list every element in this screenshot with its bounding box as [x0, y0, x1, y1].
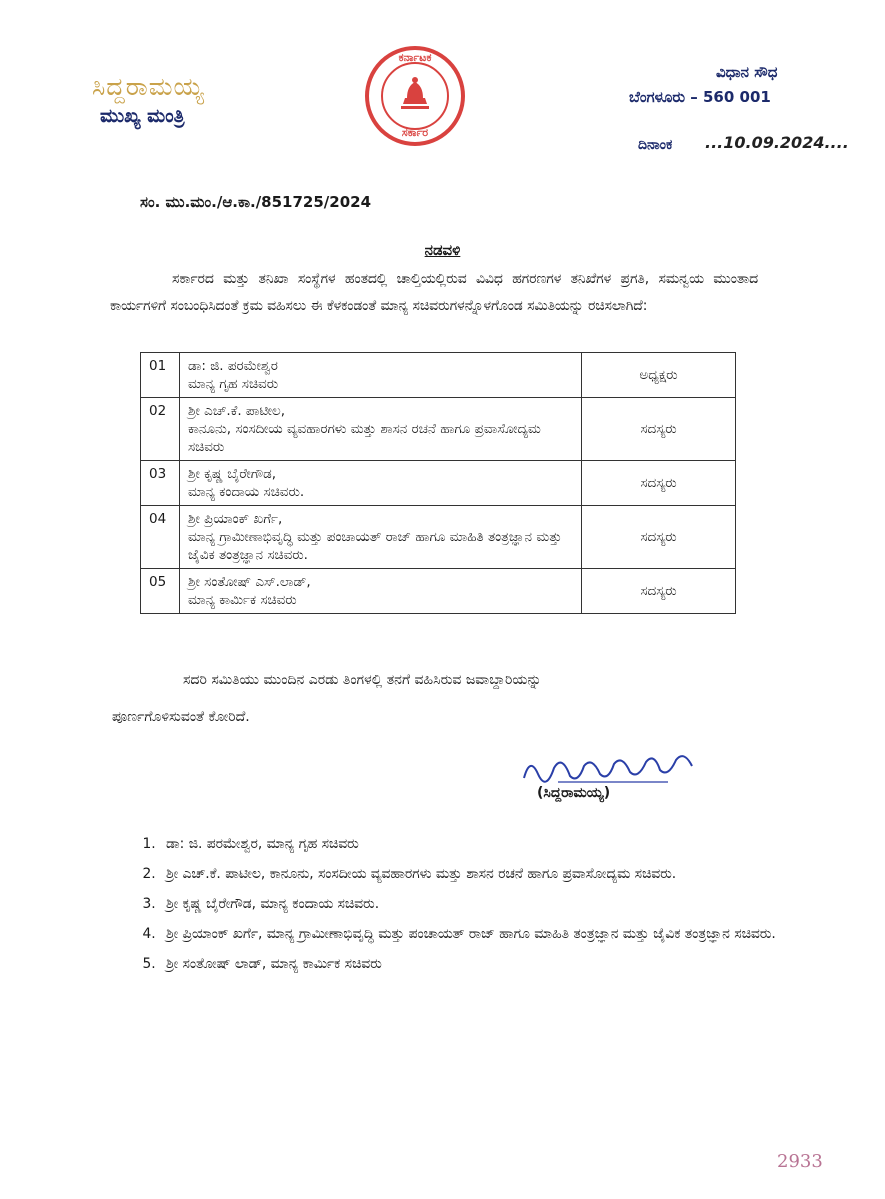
date-value: ...10.09.2024....: [705, 133, 849, 152]
member-name: ಶ್ರೀ ಕೃಷ್ಣ ಬೈರೇಗೌಡ,: [188, 466, 277, 482]
member-name: ಡಾ: ಜಿ. ಪರಮೇಶ್ವರ: [188, 358, 278, 374]
signatory-name: (ಸಿದ್ದರಾಮಯ್ಯ): [537, 785, 611, 801]
member-portfolio: ಮಾನ್ಯ ಗ್ರಾಮೀಣಾಭಿವೃದ್ಧಿ ಮತ್ತು ಪಂಚಾಯತ್ ರಾಜ್ ಹಾಗೂ ಮಾಹಿತಿ ತಂತ್ರಜ್ಞಾನ ಮತ್ತು ಜೈವಿಕ ತಂತ್ರಜ್ಞಾನ ಸಚಿವರು.: [188, 529, 562, 563]
list-item: 3. ಶ್ರೀ ಕೃಷ್ಣ ಬೈರೇಗೌಡ, ಮಾನ್ಯ ಕಂದಾಯ ಸಚಿವರು.: [160, 892, 820, 917]
table-row: [141, 353, 736, 398]
row-number: 02: [141, 398, 180, 461]
signature-icon: [518, 748, 698, 790]
closing-line-2: ಪೂರ್ಣಗೊಳಿಸುವಂತೆ ಕೋರಿದೆ.: [112, 709, 250, 725]
member-role: ಸದಸ್ಯರು: [582, 398, 736, 461]
address-line-1: ವಿಧಾನ ಸೌಧ: [716, 63, 778, 81]
member-portfolio: ಮಾನ್ಯ ಕಂದಾಯ ಸಚಿವರು.: [188, 484, 305, 500]
member-name: ಶ್ರೀ ಸಂತೋಷ್ ಎಸ್.ಲಾಡ್,: [188, 574, 311, 590]
member-portfolio: ಮಾನ್ಯ ಕಾರ್ಮಿಕ ಸಚಿವರು: [188, 592, 297, 608]
list-item: 2. ಶ್ರೀ ಎಚ್.ಕೆ. ಪಾಟೀಲ, ಕಾನೂನು, ಸಂಸದೀಯ ವ್ಯವಹಾರಗಳು ಮತ್ತು ಶಾಸನ ರಚನೆ ಹಾಗೂ ಪ್ರವಾಸೋದ್ಯಮ ಸಚಿವರು.: [160, 862, 820, 887]
table-row: [141, 569, 736, 614]
row-number: 04: [141, 506, 180, 569]
member-name: ಶ್ರೀ ಎಚ್.ಕೆ. ಪಾಟೀಲ,: [188, 403, 286, 419]
address-line-2: ಬೆಂಗಳೂರು – 560 001: [629, 88, 771, 106]
member-cell: [180, 398, 582, 461]
government-seal: [365, 46, 465, 146]
member-role: ಸದಸ್ಯರು: [582, 569, 736, 614]
member-cell: [180, 461, 582, 506]
member-role: ಅಧ್ಯಕ್ಷರು: [582, 353, 736, 398]
table-row: [141, 506, 736, 569]
list-item: 1. ಡಾ: ಜಿ. ಪರಮೇಶ್ವರ, ಮಾನ್ಯ ಗೃಹ ಸಚಿವರು: [160, 832, 820, 857]
member-portfolio: ಕಾನೂನು, ಸಂಸದೀಯ ವ್ಯವಹಾರಗಳು ಮತ್ತು ಶಾಸನ ರಚನೆ ಹಾಗೂ ಪ್ರವಾಸೋದ್ಯಮ ಸಚಿವರು: [188, 421, 541, 455]
page-number: 2933: [777, 1151, 823, 1172]
letterhead-name: ಸಿದ್ದರಾಮಯ್ಯ: [92, 72, 205, 101]
member-name: ಶ್ರೀ ಪ್ರಿಯಾಂಕ್ ಖರ್ಗೆ,: [188, 511, 283, 527]
list-item: 4. ಶ್ರೀ ಪ್ರಿಯಾಂಕ್ ಖರ್ಗೆ, ಮಾನ್ಯ ಗ್ರಾಮೀಣಾಭಿವೃದ್ಧಿ ಮತ್ತು ಪಂಚಾಯತ್ ರಾಜ್ ಹಾಗೂ ಮಾಹಿತಿ ತಂತ್ರಜ್ಞಾನ ಮತ್ತು ಜೈವಿಕ ತಂತ್ರಜ್ಞಾನ ಸಚಿವರು.: [160, 922, 820, 947]
body-paragraph: ಸರ್ಕಾರದ ಮತ್ತು ತನಿಖಾ ಸಂಸ್ಥೆಗಳ ಹಂತದಲ್ಲಿ ಚಾಲ್ತಿಯಲ್ಲಿರುವ ವಿವಿಧ ಹಗರಣಗಳ ತನಿಖೆಗಳ ಪ್ರಗತಿ, ಸಮನ್ವಯ ಮುಂತಾದ ಕಾರ್ಯಗಳಿಗೆ ಸಂಬಂಧಿಸಿದಂತೆ ಕ್ರಮ ವಹಿಸಲು ಈ ಕೆಳಕಂಡಂತೆ ಮಾನ್ಯ ಸಚಿವರುಗಳನ್ನೊಳಗೊಂಡ ಸಮಿತಿಯನ್ನು ರಚಿಸಲಾಗಿದೆ:: [110, 271, 758, 314]
table-row: [141, 398, 736, 461]
row-number: 01: [141, 353, 180, 398]
table-row: [141, 461, 736, 506]
member-cell: [180, 569, 582, 614]
list-item: 5. ಶ್ರೀ ಸಂತೋಷ್ ಲಾಡ್, ಮಾನ್ಯ ಕಾರ್ಮಿಕ ಸಚಿವರು: [160, 952, 820, 977]
emblem-icon: [395, 74, 435, 114]
row-number: 03: [141, 461, 180, 506]
member-portfolio: ಮಾನ್ಯ ಗೃಹ ಸಚಿವರು: [188, 376, 279, 392]
closing-line-1: ಸದರಿ ಸಮಿತಿಯು ಮುಂದಿನ ಎರಡು ತಿಂಗಳಲ್ಲಿ ತನಗೆ ವಹಿಸಿರುವ ಜವಾಬ್ದಾರಿಯನ್ನು: [183, 672, 542, 688]
reference-number: ಸಂ. ಮು.ಮಂ./ಆ.ಕಾ./851725/2024: [140, 193, 372, 211]
member-role: ಸದಸ್ಯರು: [582, 506, 736, 569]
letterhead-designation: ಮುಖ್ಯ ಮಂತ್ರಿ: [100, 105, 185, 127]
committee-table: [140, 352, 736, 614]
proceedings-heading: ನಡವಳಿ: [424, 241, 461, 259]
member-cell: [180, 506, 582, 569]
copy-to-list: [118, 832, 820, 982]
member-role: ಸದಸ್ಯರು: [582, 461, 736, 506]
seal-top-text: ಕರ್ನಾಟಕ: [398, 51, 432, 64]
seal-bottom-text: ಸರ್ಕಾರ: [401, 126, 429, 139]
member-cell: [180, 353, 582, 398]
row-number: 05: [141, 569, 180, 614]
date-label: ದಿನಾಂಕ: [638, 137, 673, 153]
